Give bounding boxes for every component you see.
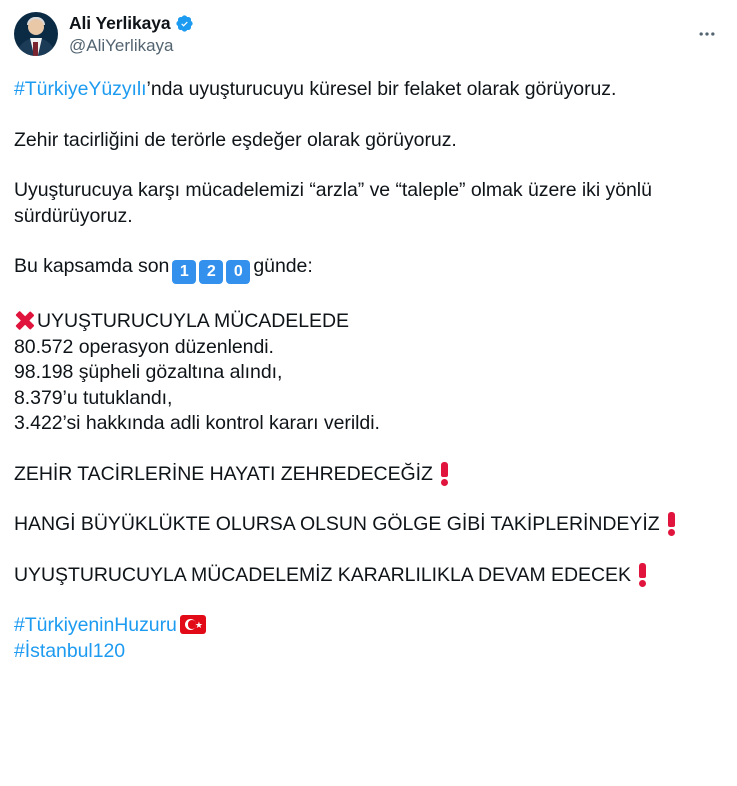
keycap-group [172, 260, 250, 284]
stat-line-1: 80.572 operasyon düzenlendi. [14, 335, 274, 358]
keycap-digit-2: 2 [199, 260, 223, 284]
author-display-name[interactable]: Ali Yerlikaya [69, 13, 171, 33]
author-name-row [69, 13, 194, 34]
counter-prefix: Bu kapsamda son [14, 255, 170, 277]
verified-badge-icon [175, 14, 194, 33]
exclamation-mark-icon [636, 563, 649, 586]
exclamation-mark-icon [438, 462, 451, 485]
author-block [69, 12, 194, 57]
paragraph-1 [14, 77, 723, 103]
slogan-1: ZEHİR TACİRLERİNE HAYATI ZEHREDECEĞİZ [14, 462, 433, 485]
tweet-body [14, 77, 723, 664]
hashtag-link-istanbul120[interactable]: #İstanbul120 [14, 639, 126, 662]
hashtags-block [14, 613, 723, 664]
keycap-digit-1: 1 [172, 260, 196, 284]
paragraph-1-rest: ’nda uyuşturucuyu küresel bir felaket olarak görüyoruz. [146, 78, 617, 100]
counter-suffix: günde: [253, 255, 313, 277]
counter-line [14, 254, 723, 284]
avatar-face [28, 19, 44, 35]
stat-line-4: 3.422’si hakkında adli kontrol kararı verildi. [14, 412, 380, 434]
more-options-icon[interactable] [691, 18, 723, 50]
hashtag-link-turkiyeyuzyili[interactable]: #TürkiyeYüzyılı [14, 78, 147, 100]
turkish-flag-icon: ★ [180, 615, 206, 634]
author-handle[interactable]: @AliYerlikaya [69, 36, 174, 55]
section-heading: UYUŞTURUCUYLA MÜCADELEDE [37, 310, 349, 332]
keycap-digit-3: 0 [226, 260, 250, 284]
slogan-3-row [14, 563, 723, 589]
stat-line-3: 8.379’u tutuklandı, [14, 386, 173, 409]
paragraph-2: Zehir tacirliğini de terörle eşdeğer olarak görüyoruz. [14, 128, 457, 151]
slogan-2: HANGİ BÜYÜKLÜKTE OLURSA OLSUN GÖLGE GİBİ TAKİPLERİNDEYİZ [14, 513, 660, 535]
cross-mark-icon [14, 309, 36, 331]
slogan-3: UYUŞTURUCUYLA MÜCADELEMİZ KARARLILIKLA DEVAM EDECEK [14, 563, 631, 586]
avatar-tie [33, 42, 38, 56]
slogan-1-row [14, 462, 723, 488]
avatar[interactable] [14, 12, 58, 56]
exclamation-mark-icon [665, 512, 678, 535]
tweet-header [14, 12, 723, 57]
stats-block [14, 309, 723, 437]
paragraph-3: Uyuşturucuya karşı mücadelemizi “arzla” ve “taleple” olmak üzere iki yönlü sürdürüyoruz. [14, 179, 652, 227]
slogan-2-row [14, 512, 723, 538]
stat-line-2: 98.198 şüpheli gözaltına alındı, [14, 361, 283, 383]
hashtag-link-turkiyeninhuzuru[interactable]: #TürkiyeninHuzuru [14, 614, 177, 636]
section-heading-row [14, 309, 723, 335]
